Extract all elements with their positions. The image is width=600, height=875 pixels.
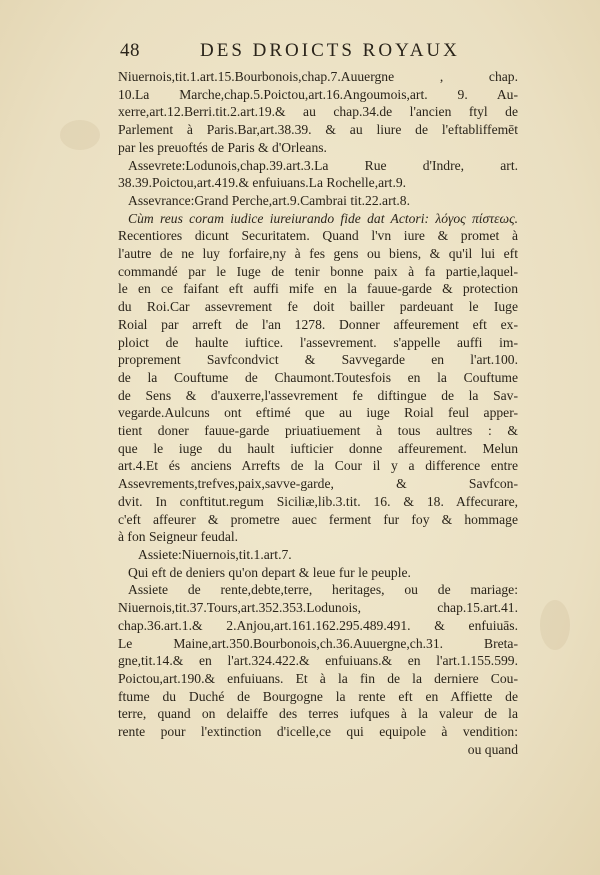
text-line: l'autre de ne luy forfaire,ny à fes gens ou biens, & qu'il lui eft: [118, 246, 518, 262]
text-line: 10.La Marche,chap.5.Poictou,art.16.Angoumois,art. 9. Au-: [118, 86, 518, 102]
text-line: Assevrete:Lodunois,chap.39.art.3.La Rue d'Indre, art.: [128, 157, 518, 173]
text-line: que le iuge du hault iufticier donne affeurement. Melun: [118, 440, 518, 456]
page-number: 48: [120, 40, 140, 61]
page-header: [120, 40, 580, 66]
text-line: Niuernois,tit.1.art.15.Bourbonois,chap.7.Auuergne , chap.: [118, 69, 518, 84]
text-line: xerre,art.12.Berri.tit.2.art.19.& au chap.34.de l'ancien ftyl de: [118, 104, 518, 120]
text-line: rente pour l'extinction d'icelle,ce qui equipole à vendition:: [118, 724, 518, 740]
text-line: de Sens & d'auxerre,l'assevrement fe diftingue de la Sav-: [118, 387, 518, 403]
text-line: Assevrements,trefves,paix,savve-garde, & Savfcon-: [118, 476, 518, 492]
text-line: Assevrance:Grand Perche,art.9.Cambrai tit.22.art.8.: [128, 192, 410, 208]
paper-stain: [540, 600, 570, 650]
text-line: à fon Seigneur feudal.: [118, 529, 239, 545]
text-line: ou quand: [467, 741, 518, 757]
text-line: Parlement à Paris.Bar,art.38.39. & au liure de l'eftabliffemēt: [118, 122, 518, 138]
text-line: le en ce faifant eft auffi mife en la fauue-garde & protection: [118, 281, 518, 297]
text-line: Le Maine,art.350.Bourbonois,ch.36.Auuergne,ch.31. Breta-: [118, 635, 518, 651]
text-line: du Roi.Car assevrement fe doit bailler pardeuant le Iuge: [118, 299, 518, 315]
text-line: Assiete:Niuernois,tit.1.art.7.: [138, 546, 292, 562]
text-line: 38.39.Poictou,art.419.& enfuiuans.La Rochelle,art.9.: [118, 175, 407, 191]
running-title: DES DROICTS ROYAUX: [200, 40, 460, 61]
text-line: ploict de haulte iuftice. l'assevrement. s'appelle auffi im-: [118, 334, 518, 350]
text-line: ftume du Duché de Bourgogne la rente eft en Affiette de: [118, 688, 518, 704]
text-line: Recentiores dicunt Securitatem. Quand l'vn iure & promet à: [118, 228, 518, 244]
text-line: art.4.Et és anciens Arrefts de la Cour il y a difference entre: [118, 458, 518, 474]
text-line: par les preuoftés de Paris & d'Orleans.: [118, 139, 327, 155]
text-line: commandé par le Iuge de tenir bonne paix à fa partie,laquel-: [118, 263, 518, 279]
text-line: gne,tit.14.& en l'art.324.422.& enfuiuans.& en l'art.1.155.599.: [118, 653, 518, 669]
text-line: Qui eft de deniers qu'on depart & leue fur le peuple.: [128, 564, 411, 580]
text-line: tient doner fauue-garde priuatiuement à tous aultres : &: [118, 423, 518, 439]
text-line: chap.36.art.1.& 2.Anjou,art.161.162.295.489.491. & enfuiuās.: [118, 617, 518, 633]
text-line: Niuernois,tit.37.Tours,art.352.353.Lodunois, chap.15.art.41.: [118, 600, 518, 616]
text-line: Poictou,art.190.& enfuiuans. Et à la fin de la derniere Cou-: [118, 670, 518, 686]
text-line: Roial par arreft de l'an 1278. Donner affeurement eft ex-: [118, 316, 518, 332]
text-line: dvit. In conftitut.regum Siciliæ,lib.3.tit. 16. & 18. Affecurare,: [118, 493, 518, 509]
text-line: c'eft affeurer & prometre auec ferment fur foy & hommage: [118, 511, 518, 527]
text-line: Assiete de rente,debte,terre, heritages, ou de mariage:: [128, 582, 518, 598]
text-line: de la Couftume de Chaumont.Toutesfois en la Couftume: [118, 369, 518, 385]
text-line: terre, quand on delaiffe des terres iufques à la valeur de la: [118, 706, 518, 722]
text-line: Cùm reus coram iudice iureiurando fide dat Actori: λόγος πίστεως.: [128, 210, 518, 226]
text-line: vegarde.Aulcuns ont eftimé que au iuge Roial feul apper-: [118, 405, 518, 421]
paper-stain: [60, 120, 100, 150]
body-text: [118, 68, 518, 758]
text-line: proprement Savfcondvict & Savvegarde en l'art.100.: [118, 352, 518, 368]
